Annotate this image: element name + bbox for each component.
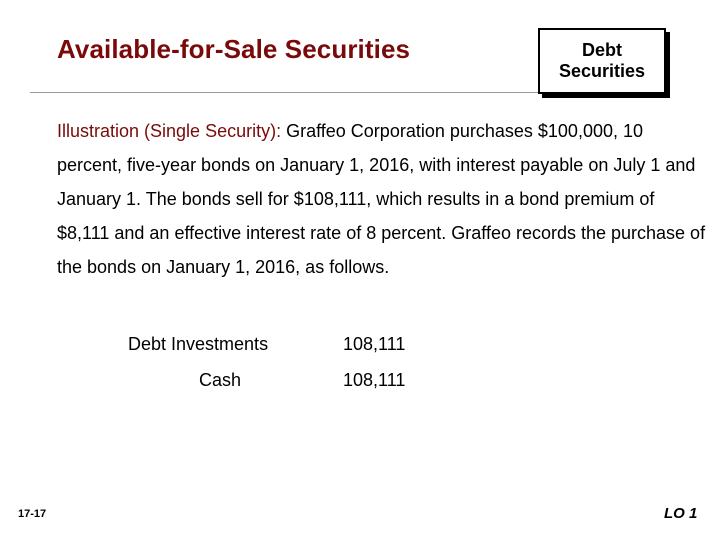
topic-box-line-1: Debt xyxy=(582,40,622,60)
slide-number: 17-17 xyxy=(18,508,47,520)
illustration-text: Graffeo Corporation purchases $100,000, 10 percent, five-year bonds on January 1, 2016, with interest payable on July 1 and January 1. The bonds sell for $108,111, which results in a bond premium of $8,111 and an effective interest rate of 8 percent. Graffeo records the purchase of the bonds on January 1, 2016, as follows. xyxy=(57,121,706,277)
slide-title: Available-for-Sale Securities xyxy=(57,34,411,64)
illustration-lead: Illustration (Single Security): xyxy=(57,121,282,141)
topic-box xyxy=(538,28,666,94)
learning-objective-label: LO 1 xyxy=(664,505,698,522)
title-divider xyxy=(30,92,538,93)
topic-box-line-2: Securities xyxy=(558,61,646,81)
debit-account: Debt Investments xyxy=(128,334,269,354)
debit-amount: 108,111 xyxy=(343,334,406,354)
credit-account: Cash xyxy=(199,370,242,390)
illustration-paragraph xyxy=(57,114,707,284)
credit-amount: 108,111 xyxy=(343,370,406,390)
